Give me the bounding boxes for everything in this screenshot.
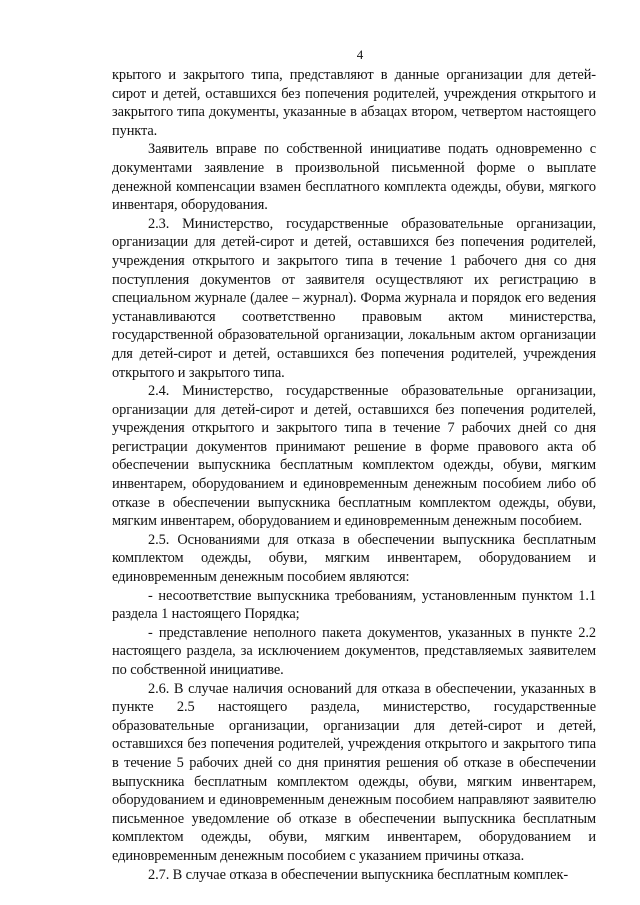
paragraph: - несоответствие выпускника требованиям, установленным пунктом 1.1 раздела 1 настоящего Порядка; [112,587,596,623]
document-body [112,66,596,884]
paragraph: 2.6. В случае наличия оснований для отказа в обеспечении, указанных в пункте 2.5 настоящего раздела, министерство, государственные образовательные организации, организации для детей-сирот и детей, оставшихся без попечения родителей, учреждения открытого и закрытого типа в течение 5 рабочих дней со дня принятия решения об отказе в обеспечении выпускника бесплатным комплектом одежды, обуви, мягким инвентарем, оборудованием и единовременным денежным пособием направляют заявителю письменное уведомление об отказе в обеспечении выпускника бесплатным комплектом одежды, обуви, мягким инвентарем, оборудованием и единовременным денежным пособием с указанием причины отказа. [112,680,596,864]
paragraph: Заявитель вправе по собственной инициативе подать одновременно с документами заявление в произвольной письменной форме о выплате денежной компенсации взамен бесплатного комплекта одежды, обуви, мягкого инвентаря, оборудования. [112,141,596,214]
paragraph: - представление неполного пакета документов, указанных в пункте 2.2 настоящего раздела, за исключением документов, представляемых заявителем по собственной инициативе. [112,624,596,678]
paragraph: крытого и закрытого типа, представляют в данные организации для детей-сирот и детей, оставшихся без попечения родителей, учреждения открытого и закрытого типа документы, указанные в абзацах втором, четвертом настоящего пункта. [112,67,596,139]
paragraph: 2.7. В случае отказа в обеспечении выпускника бесплатным комплек- [148,866,569,883]
paragraph: 2.5. Основаниями для отказа в обеспечении выпускника бесплатным комплектом одежды, обуви, мягким инвентарем, оборудованием и единовременным денежным пособием являются: [112,531,596,586]
paragraph: 2.4. Министерство, государственные образовательные организации, организации для детей-сирот и детей, оставшихся без попечения родителей, учреждения открытого и закрытого типа в течение 7 рабочих дней со дня регистрации документов принимают решение в форме правового акта об обеспечении выпускника бесплатным комплектом одежды, обуви, мягким инвентарем, оборудованием и единовременным денежным пособием либо об отказе в обеспечении выпускника бесплатным комплектом одежды, обуви, мягким инвентарем, оборудованием и единовременным денежным пособием. [112,383,596,530]
page-number: 4 [356,47,364,62]
paragraph: 2.3. Министерство, государственные образовательные организации, организации для детей-сирот и детей, оставшихся без попечения родителей, учреждения открытого и закрытого типа в течение 1 рабочего дня со дня поступления документов от заявителя осуществляют их регистрацию в специальном журнале (далее – журнал). Форма журнала и порядок его ведения устанавливаются соответственно правовым актом министерства, государственной образовательной организации, локальным актом организации для детей-сирот и детей, оставшихся без попечения родителей, учреждения открытого и закрытого типа. [112,215,596,381]
